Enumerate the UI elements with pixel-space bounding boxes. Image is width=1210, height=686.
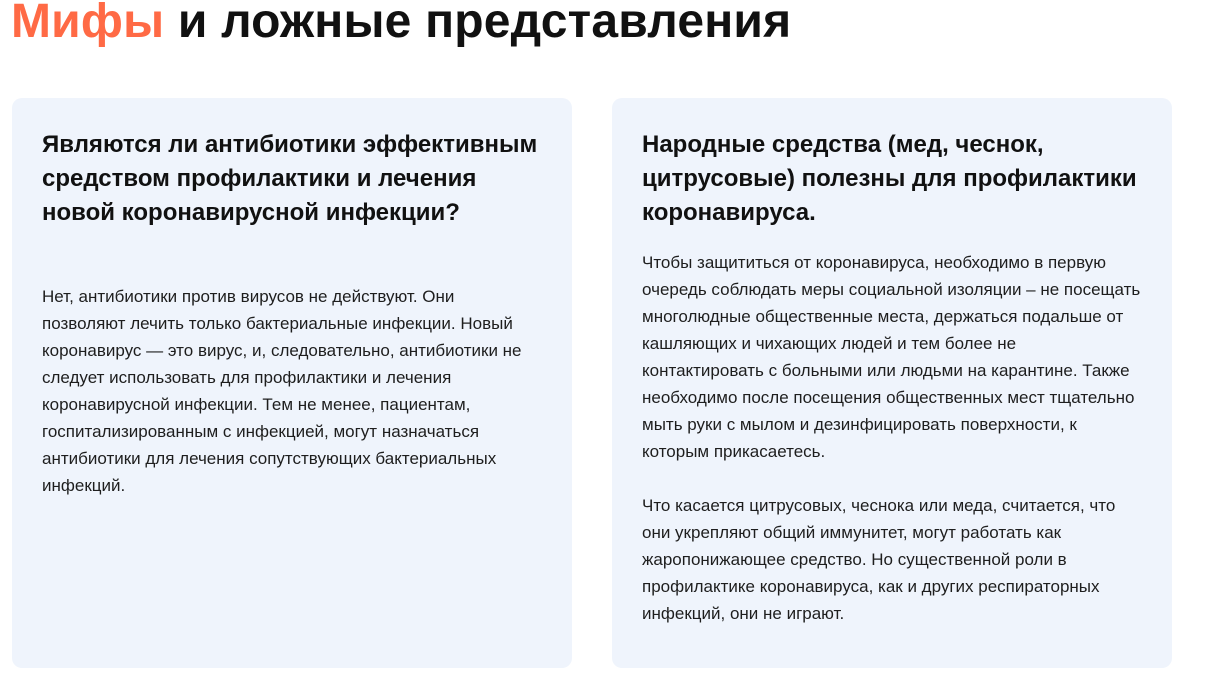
- myth-card-text: Чтобы защититься от коронавируса, необходимо в первую очередь соблюдать меры социальной изоляции – не посещать многолюдные общественные места, держаться подальше от кашляющих и чихающих людей и тем более не контактировать с больными или людьми на карантине. Также необходимо после посещения общественных мест тщательно мыть руки с мылом и дезинфицировать поверхности, к которым прикасаетесь.: [642, 253, 1141, 461]
- page-title-rest: и ложные представления: [164, 0, 792, 48]
- myth-card-heading: Являются ли антибиотики эффективным средством профилактики и лечения новой коронавирусной инфекции?: [42, 131, 538, 226]
- myth-card-antibiotics: [12, 98, 572, 668]
- myth-card-heading: Народные средства (мед, чеснок, цитрусовые) полезны для профилактики коронавируса.: [642, 131, 1137, 226]
- myth-card-text: Что касается цитрусовых, чеснока или меда, считается, что они укрепляют общий иммунитет, могут работать как жаропонижающее средство. Но существенной роли в профилактике коронавируса, как и других респираторных инфекций, они не играют.: [642, 496, 1116, 623]
- page-title-accent: Мифы: [11, 0, 165, 48]
- myth-card-text: Нет, антибиотики против вирусов не действуют. Они позволяют лечить только бактериальные инфекции. Новый коронавирус — это вирус, и, следовательно, антибиотики не следует использовать для профилактики и лечения коронавирусной инфекции. Тем не менее, пациентам, госпитализированным с инфекцией, могут назначаться антибиотики для лечения сопутствующих бактериальных инфекций.: [42, 287, 522, 495]
- page-title: [11, 0, 791, 54]
- myth-card-folk-remedies: [612, 98, 1172, 668]
